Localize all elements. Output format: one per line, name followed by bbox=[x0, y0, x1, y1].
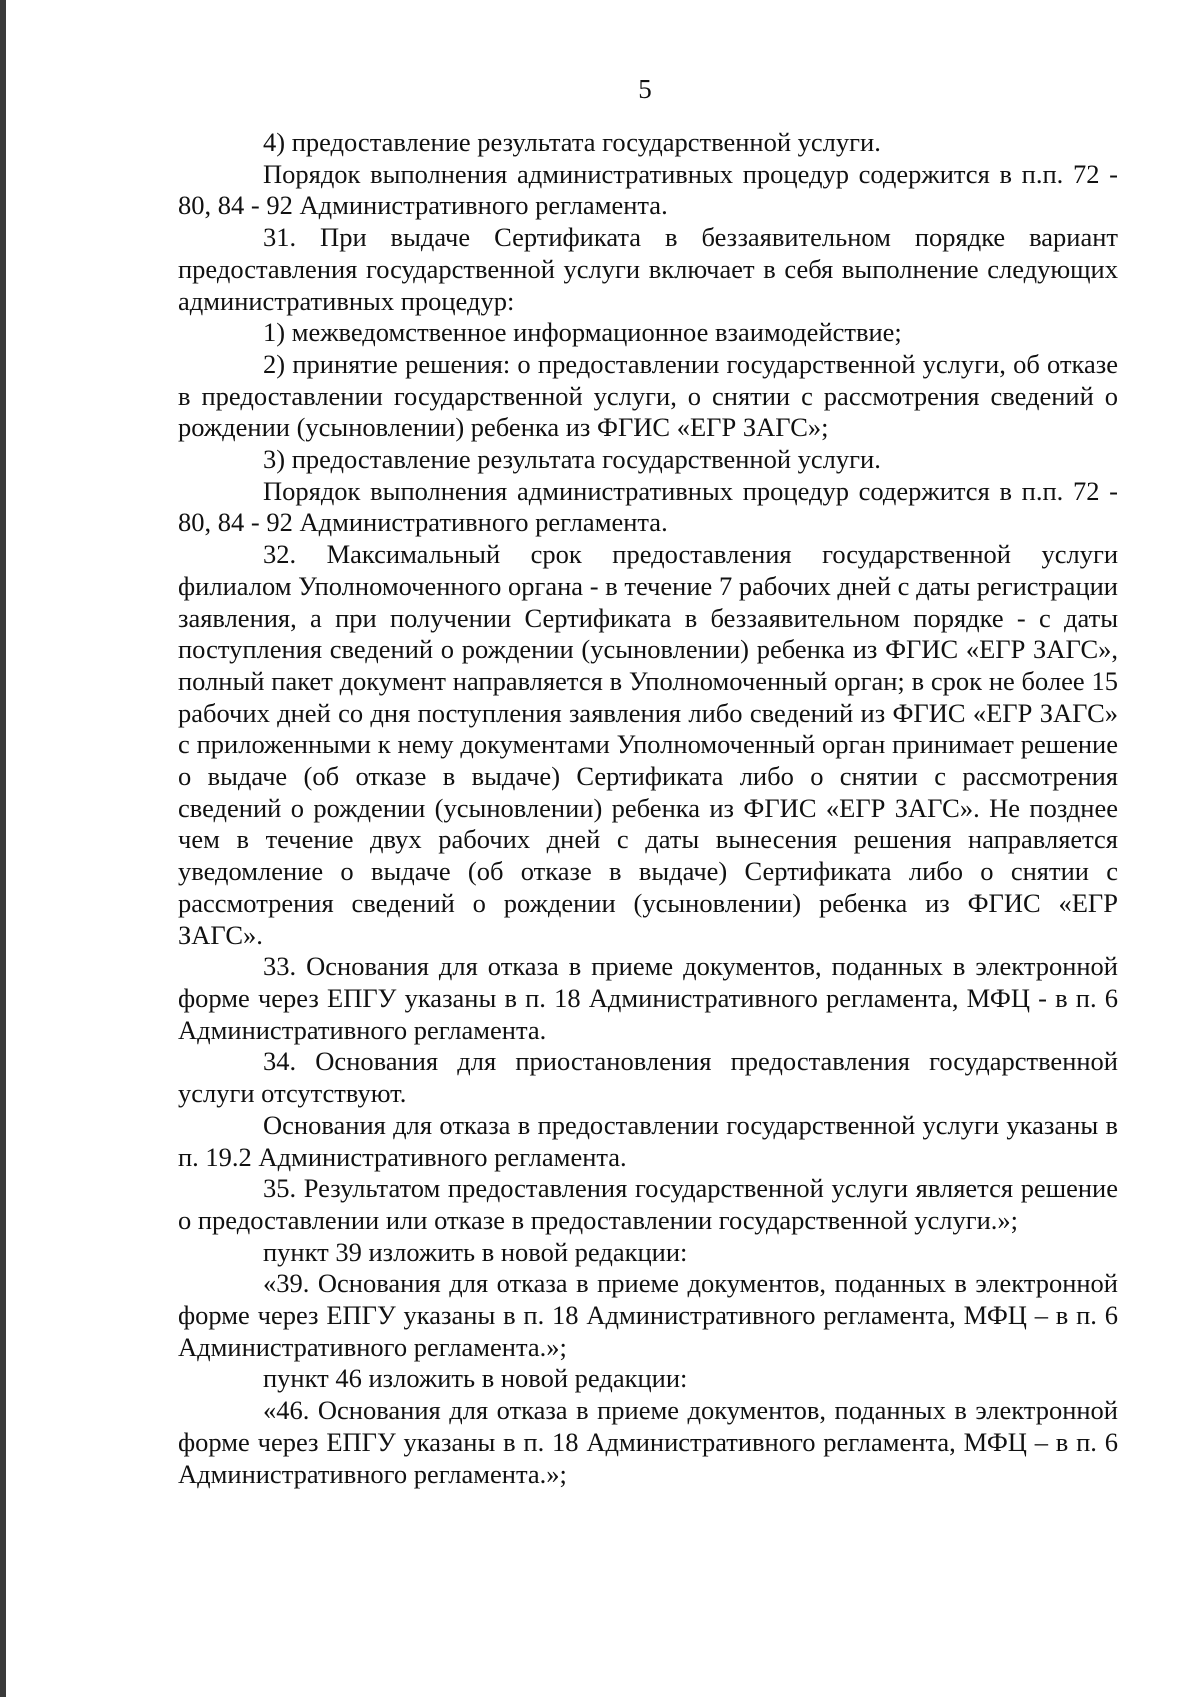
paragraph: 34. Основания для приостановления предоставления государственной услуги отсутствуют. bbox=[178, 1046, 1118, 1109]
paragraph: 33. Основания для отказа в приеме документов, поданных в электронной форме через ЕПГУ указаны в п. 18 Административного регламента, МФЦ - в п. 6 Административного регламента. bbox=[178, 951, 1118, 1045]
paragraph: «39. Основания для отказа в приеме документов, поданных в электронной форме через ЕПГУ указаны в п. 18 Административного регламента, МФЦ – в п. 6 Административного регламента.»; bbox=[178, 1268, 1118, 1362]
paragraph: «46. Основания для отказа в приеме документов, поданных в электронной форме через ЕПГУ указаны в п. 18 Административного регламента, МФЦ – в п. 6 Административного регламента.»; bbox=[178, 1395, 1118, 1489]
paragraph: пункт 46 изложить в новой редакции: bbox=[263, 1363, 688, 1394]
paragraph: Порядок выполнения административных процедур содержится в п.п. 72 - 80, 84 - 92 Административного регламента. bbox=[178, 475, 1118, 538]
paragraph: 3) предоставление результата государственной услуги. bbox=[263, 444, 881, 475]
paragraph: Основания для отказа в предоставлении государственной услуги указаны в п. 19.2 Административного регламента. bbox=[178, 1109, 1118, 1172]
paragraph: 32. Максимальный срок предоставления государственной услуги филиалом Уполномоченного органа - в течение 7 рабочих дней с даты регистрации заявления, а при получении Сертификата в беззаявительном порядке - с даты поступления сведений о рождении (усыновлении) ребенка из ФГИС «ЕГР ЗАГС», полный пакет документ направляется в Уполномоченный орган; в срок не более 15 рабочих дней со дня поступления заявления либо сведений из ФГИС «ЕГР ЗАГС» с приложенными к нему документами Уполномоченный орган принимает решение о выдаче (об отказе в выдаче) Сертификата либо о снятии с рассмотрения сведений о рождении (усыновлении) ребенка из ФГИС «ЕГР ЗАГС». Не позднее чем в течение двух рабочих дней с даты вынесения решения направляется уведомление о выдаче (об отказе в выдаче) Сертификата либо о снятии с рассмотрения сведений о рождении (усыновлении) ребенка из ФГИС «ЕГР ЗАГС». bbox=[178, 539, 1118, 950]
paragraph: 2) принятие решения: о предоставлении государственной услуги, об отказе в предоставлении государственной услуги, о снятии с рассмотрения сведений о рождении (усыновлении) ребенка из ФГИС «ЕГР ЗАГС»; bbox=[178, 348, 1118, 443]
paragraph: 35. Результатом предоставления государственной услуги является решение о предоставлении или отказе в предоставлении государственной услуги.»; bbox=[178, 1173, 1118, 1235]
paragraph: 31. При выдаче Сертификата в беззаявительном порядке вариант предоставления государственной услуги включает в себя выполнение следующих административных процедур: bbox=[178, 222, 1118, 316]
paragraph: пункт 39 изложить в новой редакции: bbox=[263, 1236, 688, 1267]
paragraph: 4) предоставление результата государственной услуги. bbox=[263, 127, 881, 157]
page-number: 5 bbox=[638, 74, 652, 104]
scan-left-edge bbox=[0, 0, 6, 1697]
paragraph: 1) межведомственное информационное взаимодействие; bbox=[263, 317, 902, 348]
document-body bbox=[178, 127, 1118, 1490]
paragraph: Порядок выполнения административных процедур содержится в п.п. 72 - 80, 84 - 92 Административного регламента. bbox=[178, 158, 1118, 221]
